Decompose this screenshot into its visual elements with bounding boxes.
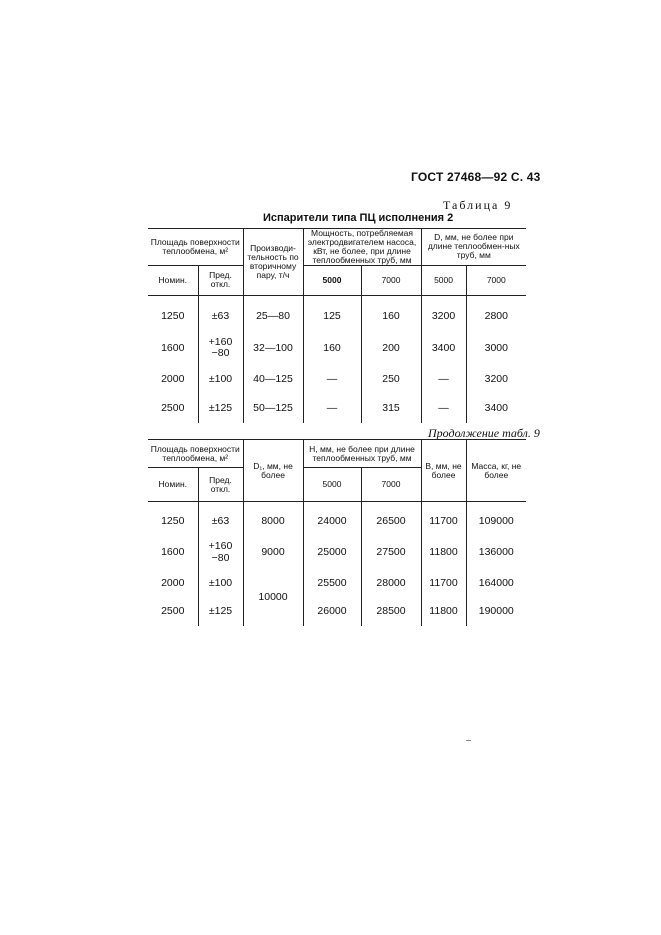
cell-d-5000: 3200 bbox=[421, 295, 466, 331]
header-nominal: Номин. bbox=[148, 468, 198, 502]
table-row bbox=[148, 295, 526, 331]
cell-power-7000: 315 bbox=[361, 393, 421, 423]
cell-power-7000: 200 bbox=[361, 331, 421, 365]
cell-d-7000: 2800 bbox=[466, 295, 526, 331]
header-power-5000: 5000 bbox=[303, 265, 361, 295]
cell-nominal: 2500 bbox=[148, 393, 198, 423]
table-row bbox=[148, 365, 526, 393]
cell-h-7000: 28500 bbox=[361, 598, 421, 626]
cell-deviation: ±63 bbox=[198, 502, 243, 536]
table-title: Испарители типа ПЦ исполнения 2 bbox=[263, 212, 454, 224]
cell-h-7000: 26500 bbox=[361, 502, 421, 536]
cell-h-5000: 24000 bbox=[303, 502, 361, 536]
cell-b: 11700 bbox=[421, 570, 466, 598]
cell-mass: 190000 bbox=[466, 598, 526, 626]
cell-deviation: ±100 bbox=[198, 570, 243, 598]
cell-h-5000: 25000 bbox=[303, 536, 361, 570]
header-deviation: Пред. откл. bbox=[198, 468, 243, 502]
cell-nominal: 1250 bbox=[148, 502, 198, 536]
continuation-label: Продолжение табл. 9 bbox=[428, 426, 540, 440]
cell-nominal: 1600 bbox=[148, 331, 198, 365]
cell-deviation: ±100 bbox=[198, 365, 243, 393]
cell-power-5000: — bbox=[303, 393, 361, 423]
cell-nominal: 2000 bbox=[148, 365, 198, 393]
cell-d1: 9000 bbox=[243, 536, 303, 570]
cell-power-7000: 250 bbox=[361, 365, 421, 393]
cell-d1: 8000 bbox=[243, 502, 303, 536]
cell-d-5000: — bbox=[421, 365, 466, 393]
header-h-7000: 7000 bbox=[361, 468, 421, 502]
header-mass: Масса, кг, не более bbox=[466, 440, 526, 502]
cell-deviation: ±125 bbox=[198, 598, 243, 626]
table-row bbox=[148, 570, 526, 598]
cell-b: 11800 bbox=[421, 536, 466, 570]
table-number-label: Таблица 9 bbox=[443, 198, 513, 212]
cell-d-7000: 3200 bbox=[466, 365, 526, 393]
header-h-5000: 5000 bbox=[303, 468, 361, 502]
deviation-minus: −80 bbox=[211, 551, 230, 564]
header-area: Площадь поверхности теплообмена, м² bbox=[148, 440, 243, 468]
table-row bbox=[148, 331, 526, 365]
cell-productivity: 50—125 bbox=[243, 393, 303, 423]
table-row bbox=[148, 598, 526, 626]
table-row bbox=[148, 393, 526, 423]
cell-h-7000: 28000 bbox=[361, 570, 421, 598]
cell-power-5000: 160 bbox=[303, 331, 361, 365]
cell-mass: 164000 bbox=[466, 570, 526, 598]
document-reference: ГОСТ 27468—92 С. 43 bbox=[411, 170, 541, 184]
cell-nominal: 2500 bbox=[148, 598, 198, 626]
header-height: H, мм, не более при длине теплообменных труб, мм bbox=[303, 440, 421, 468]
deviation-plus: +160 bbox=[208, 540, 233, 553]
deviation-plus: +160 bbox=[208, 336, 233, 349]
header-d-7000: 7000 bbox=[466, 265, 526, 295]
cell-productivity: 40—125 bbox=[243, 365, 303, 393]
cell-d-5000: — bbox=[421, 393, 466, 423]
table-row bbox=[148, 502, 526, 536]
evaporator-dimensions-table bbox=[148, 439, 526, 626]
cell-d-5000: 3400 bbox=[421, 331, 466, 365]
cell-d1: 10000 bbox=[243, 570, 303, 626]
cell-h-5000: 25500 bbox=[303, 570, 361, 598]
cell-h-5000: 26000 bbox=[303, 598, 361, 626]
header-nominal: Номин. bbox=[148, 265, 198, 295]
header-deviation: Пред. откл. bbox=[198, 265, 243, 295]
scan-mark bbox=[466, 740, 471, 741]
cell-deviation: ±63 bbox=[198, 295, 243, 331]
cell-productivity: 25—80 bbox=[243, 295, 303, 331]
cell-nominal: 1250 bbox=[148, 295, 198, 331]
header-power-7000: 7000 bbox=[361, 265, 421, 295]
header-pump-power: Мощность, потребляемая электродвигателем насоса, кВт, не более, при длине теплообменных труб, мм bbox=[303, 229, 421, 266]
cell-b: 11700 bbox=[421, 502, 466, 536]
cell-power-5000: 125 bbox=[303, 295, 361, 331]
header-d-5000: 5000 bbox=[421, 265, 466, 295]
cell-mass: 109000 bbox=[466, 502, 526, 536]
cell-power-7000: 160 bbox=[361, 295, 421, 331]
cell-power-5000: — bbox=[303, 365, 361, 393]
cell-h-7000: 27500 bbox=[361, 536, 421, 570]
cell-nominal: 1600 bbox=[148, 536, 198, 570]
cell-b: 11800 bbox=[421, 598, 466, 626]
deviation-minus: −80 bbox=[211, 347, 230, 360]
header-productivity: Производи-тельность по вторичному пару, т/ч bbox=[243, 229, 303, 296]
cell-nominal: 2000 bbox=[148, 570, 198, 598]
cell-deviation bbox=[198, 536, 243, 570]
cell-productivity: 32—100 bbox=[243, 331, 303, 365]
cell-d-7000: 3000 bbox=[466, 331, 526, 365]
cell-mass: 136000 bbox=[466, 536, 526, 570]
table-row bbox=[148, 536, 526, 570]
header-b: B, мм, не более bbox=[421, 440, 466, 502]
cell-d-7000: 3400 bbox=[466, 393, 526, 423]
header-d1: D₁, мм, не более bbox=[243, 440, 303, 502]
header-area: Площадь поверхности теплообмена, м² bbox=[148, 229, 243, 266]
evaporator-power-table bbox=[148, 228, 526, 423]
cell-deviation bbox=[198, 331, 243, 365]
cell-deviation: ±125 bbox=[198, 393, 243, 423]
header-diameter: D, мм, не более при длине теплообмен-ных труб, мм bbox=[421, 229, 526, 266]
